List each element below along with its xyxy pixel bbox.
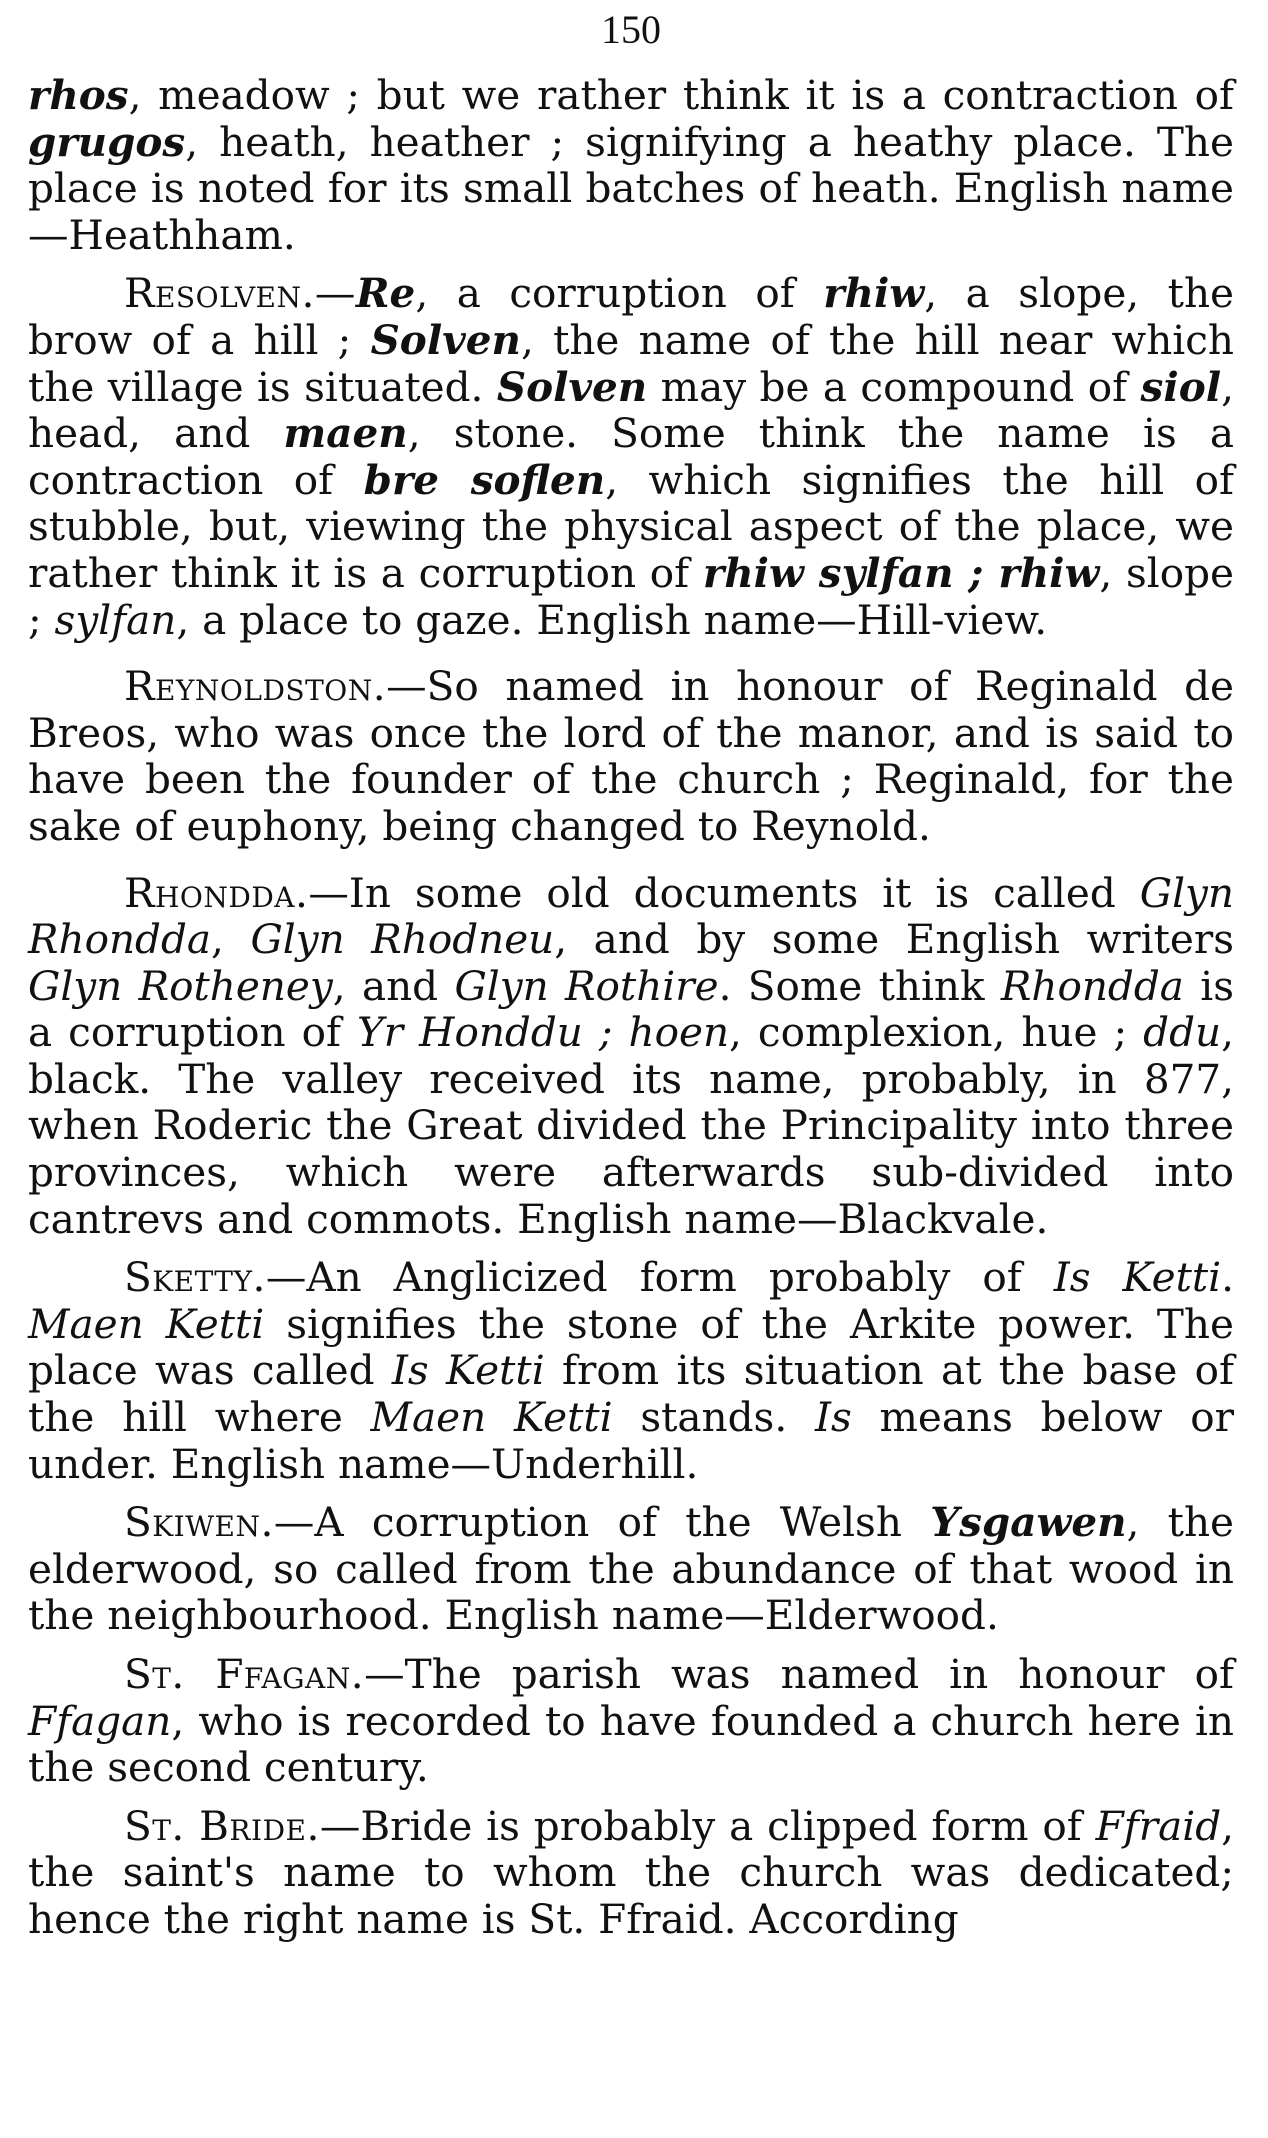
- text-run: , the name of the hill near which the village is situated.: [28, 315, 1234, 411]
- entry-heading: Skiwen.: [124, 1498, 274, 1547]
- entry-heading: Rhondda.: [124, 868, 309, 917]
- welsh-term: rhiw sylfan ; rhiw: [702, 548, 1100, 597]
- entry-st-bride: [28, 1803, 1234, 1943]
- text-run: . Some think: [718, 961, 1001, 1010]
- italic-term: Maen Ketti: [370, 1393, 613, 1442]
- italic-term: Ffagan: [28, 1696, 172, 1745]
- entry-skiwen: [28, 1499, 1234, 1639]
- italic-term: Glyn Rotheney: [28, 961, 333, 1010]
- text-run: , stone. Some think the name is a contraction of: [28, 409, 1234, 504]
- entry-st-ffagan: [28, 1651, 1234, 1791]
- entry-heading: St. Bride.: [124, 1801, 320, 1850]
- text-run: , and: [332, 961, 455, 1010]
- entry-reynoldston: [28, 663, 1234, 849]
- text-run: —A corruption of the Welsh: [273, 1498, 931, 1547]
- italic-term: Is: [814, 1393, 852, 1442]
- text-run: , the elderwood, so called from the abundance of that wood in the neighbourhood. English name—Elderwood.: [28, 1498, 1235, 1640]
- text-run: ,: [211, 915, 251, 964]
- welsh-term: siol: [1140, 362, 1222, 411]
- text-run: is a corruption of: [28, 961, 1235, 1057]
- welsh-term: rhiw: [823, 269, 925, 318]
- welsh-term: Re: [355, 269, 416, 318]
- text-run: , which signifies the hill of stubble, but, viewing the physical aspect of the place, we rather think it is a corruption of: [28, 455, 1234, 597]
- welsh-term: bre soflen: [363, 455, 606, 504]
- text-run: —The parish was named in honour of: [364, 1650, 1235, 1698]
- text-run: , black. The valley received its name, probably, in 877, when Roderic the Great divided the Principality into three provinces, which were afterwards sub-divided into cantrevs and commots. English name—Blackvale.: [28, 1008, 1234, 1243]
- text-run: —An Anglicized form probably of: [265, 1253, 1054, 1302]
- entry-sketty: [28, 1254, 1234, 1487]
- italic-term: Is Ketti: [391, 1346, 545, 1395]
- italic-term: ddu: [1143, 1008, 1222, 1057]
- welsh-term: Ysgawen: [930, 1498, 1127, 1547]
- entry-rhondda: [28, 870, 1234, 1243]
- entry-heading: Resolven.—: [124, 269, 356, 318]
- text-run: , who is recorded to have founded a church here in the second century.: [28, 1696, 1234, 1792]
- welsh-term: grugos: [28, 117, 186, 166]
- entry-resolven: [28, 270, 1234, 643]
- text-run: , and by some English writers: [554, 915, 1234, 964]
- text-run: —So named in honour of Reginald de Breos, who was once the lord of the manor, and is said to have been the founder of the church ; Reginald, for the sake of euphony, being changed to Reynold.: [28, 662, 1234, 850]
- text-run: , a corruption of: [415, 269, 824, 318]
- text-run: , heath, heather ; signifying a heathy place. The place is noted for its small batches of heath. English name—Heathham.: [28, 117, 1234, 259]
- text-run: signifies the stone of the Arkite power. The place was called: [28, 1299, 1234, 1395]
- italic-term: Glyn Rhodneu: [250, 915, 555, 964]
- text-run: , the saint's name to whom the church was dedicated; hence the right name is St. Ffraid. According: [28, 1801, 1234, 1943]
- entry-heading: Sketty.: [124, 1253, 266, 1302]
- welsh-term: Solven: [496, 362, 648, 411]
- welsh-term: rhos: [28, 71, 129, 119]
- italic-term: Glyn Rothire: [454, 961, 719, 1010]
- entry-heading: Reynoldston.: [124, 662, 387, 711]
- text-run: , head, and: [28, 362, 1234, 458]
- text-run: stands.: [612, 1393, 815, 1442]
- text-run: .: [1221, 1253, 1234, 1302]
- entry-heading: St. Ffagan.: [124, 1650, 365, 1698]
- text-run: , slope ;: [28, 548, 1234, 644]
- text-run: from its situation at the base of the hill where: [28, 1346, 1234, 1442]
- italic-term: Ffraid: [1095, 1801, 1222, 1850]
- text-run: may be a compound of: [647, 362, 1141, 411]
- text-run: , a slope, the brow of a hill ;: [28, 269, 1234, 364]
- italic-term: Yr Honddu ; hoen: [357, 1008, 730, 1057]
- book-page: [28, 0, 1234, 1943]
- italic-term: Rhondda: [1000, 961, 1184, 1010]
- italic-term: Glyn Rhondda: [28, 868, 1234, 964]
- entry-heathham: [28, 72, 1234, 258]
- welsh-term: maen: [283, 409, 408, 458]
- text-run: , complexion, hue ;: [729, 1008, 1144, 1057]
- text-run: means below or under. English name—Underhill.: [28, 1393, 1234, 1488]
- text-run: , meadow ; but we rather think it is a contraction of: [128, 71, 1234, 119]
- italic-term: sylfan: [54, 595, 177, 644]
- text-run: —In some old documents it is called: [308, 868, 1140, 917]
- italic-term: Is Ketti: [1053, 1253, 1222, 1302]
- page-number: 150: [601, 7, 661, 52]
- text-run: , a place to gaze. English name—Hill-view.: [176, 595, 1048, 644]
- welsh-term: Solven: [370, 315, 521, 364]
- italic-term: Maen Ketti: [28, 1299, 265, 1348]
- text-run: —Bride is probably a clipped form of: [319, 1801, 1096, 1850]
